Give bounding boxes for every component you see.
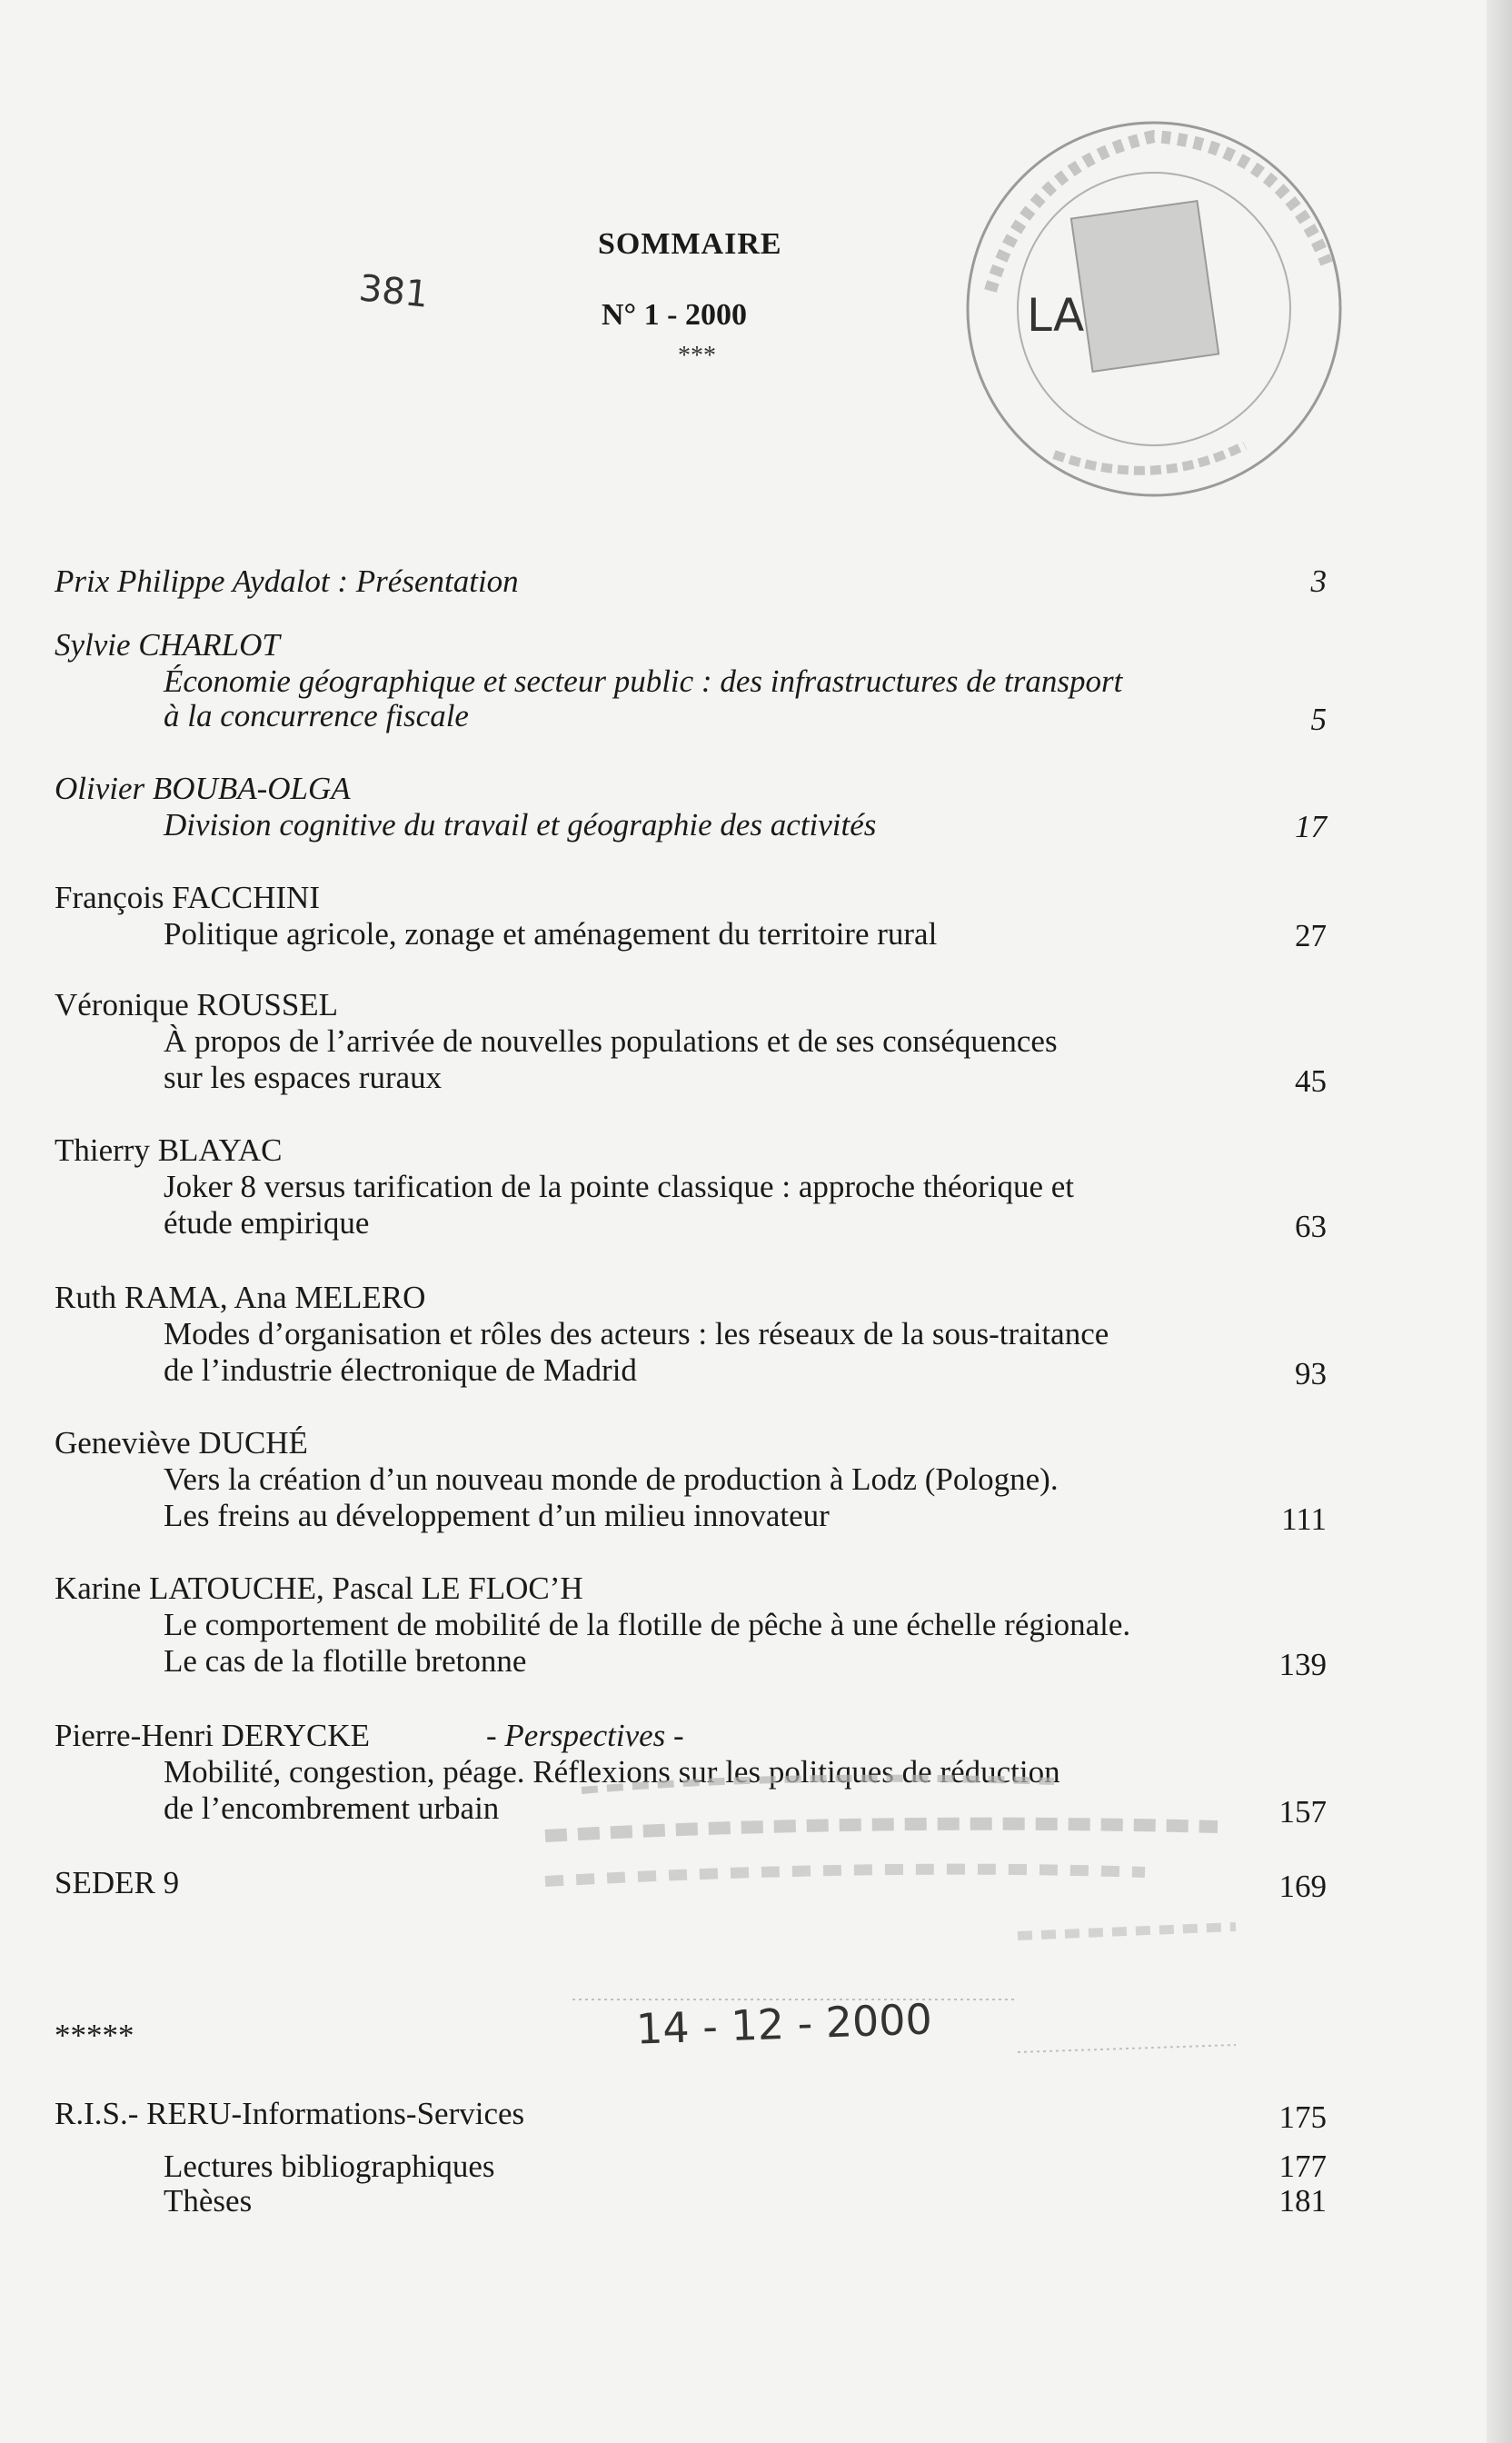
toc-entry-title-line: À propos de l’arrivée de nouvelles populations et de ses conséquences (164, 1023, 1058, 1059)
toc-entry-title-line: Division cognitive du travail et géographie des activités (164, 807, 877, 843)
ris-sub-page: 177 (1278, 2149, 1327, 2184)
page-title: SOMMAIRE (598, 227, 782, 261)
toc-entry-title-line: de l’encombrement urbain (164, 1790, 500, 1826)
toc-entry-author: Geneviève DUCHÉ (55, 1425, 308, 1461)
toc-entry-page: 111 (1281, 1501, 1327, 1537)
toc-entry-page: 139 (1278, 1647, 1327, 1682)
toc-entry-page: 45 (1295, 1063, 1327, 1099)
toc-entry-title-line: Le cas de la flotille bretonne (164, 1643, 527, 1679)
toc-entry-title-line: Modes d’organisation et rôles des acteurs : les réseaux de la sous-traitance (164, 1316, 1109, 1351)
ris-sub-page: 181 (1278, 2183, 1327, 2219)
toc-entry-page: 93 (1295, 1356, 1327, 1391)
toc-entry-title-line: Les freins au développement d’un milieu innovateur (164, 1498, 830, 1533)
toc-entry-title-line: Économie géographique et secteur public : des infrastructures de transport (164, 663, 1123, 699)
toc-entry-author: Prix Philippe Aydalot : Présentation (55, 563, 519, 599)
ris-title: R.I.S.- RERU-Informations-Services (55, 2096, 525, 2131)
ris-sub-label: Lectures bibliographiques (164, 2149, 495, 2184)
library-stamp-icon (954, 109, 1354, 509)
ris-page: 175 (1278, 2099, 1327, 2135)
toc-entry-page: 27 (1295, 918, 1327, 953)
toc-entry-author: Ruth RAMA, Ana MELERO (55, 1280, 426, 1315)
toc-entry-title-line: sur les espaces ruraux (164, 1060, 443, 1095)
toc-entry-author: Véronique ROUSSEL (55, 987, 339, 1022)
toc-entry-title-line: Joker 8 versus tarification de la pointe classique : approche théorique et (164, 1169, 1075, 1204)
toc-entry-author: Karine LATOUCHE, Pascal LE FLOC’H (55, 1570, 583, 1606)
ris-sub-label: Thèses (164, 2183, 253, 2219)
toc-entry-author: Sylvie CHARLOT (55, 627, 280, 663)
toc-entry-title-line: Le comportement de mobilité de la flotille de pêche à une échelle régionale. (164, 1607, 1131, 1642)
issue-number: N° 1 - 2000 (602, 298, 747, 332)
stamp-mark: LA (1027, 289, 1085, 342)
header-stars: *** (678, 342, 716, 370)
toc-entry-page: 157 (1278, 1794, 1327, 1830)
toc-entry-author: SEDER 9 (55, 1865, 180, 1900)
toc-entry-title-line: à la concurrence fiscale (164, 698, 469, 733)
toc-entry-author: Pierre-Henri DERYCKE (55, 1718, 371, 1753)
toc-entry-author: Olivier BOUBA-OLGA (55, 771, 351, 806)
toc-entry-title-line: Politique agricole, zonage et aménagement du territoire rural (164, 916, 938, 952)
toc-entry-title-line: Vers la création d’un nouveau monde de production à Lodz (Pologne). (164, 1461, 1059, 1497)
toc-entry-title-line: Mobilité, congestion, péage. Réflexions sur les politiques de réduction (164, 1754, 1060, 1790)
toc-entry-page: 17 (1295, 809, 1327, 844)
handwritten-date: 14 - 12 - 2000 (635, 1994, 933, 2054)
toc-entry-author: François FACCHINI (55, 880, 320, 915)
footer-stars: ***** (55, 2018, 134, 2053)
toc-entry-tag: - Perspectives - (486, 1718, 684, 1753)
page-edge-shadow (1487, 0, 1512, 2443)
toc-entry-author: Thierry BLAYAC (55, 1132, 283, 1168)
toc-entry-title-line: étude empirique (164, 1205, 370, 1241)
toc-entry-page: 63 (1295, 1209, 1327, 1244)
toc-entry-title-line: de l’industrie électronique de Madrid (164, 1352, 637, 1388)
toc-entry-page: 5 (1310, 702, 1327, 737)
handwritten-reference: 381 (356, 267, 431, 316)
toc-entry-page: 169 (1278, 1869, 1327, 1904)
toc-entry-page: 3 (1310, 563, 1327, 599)
